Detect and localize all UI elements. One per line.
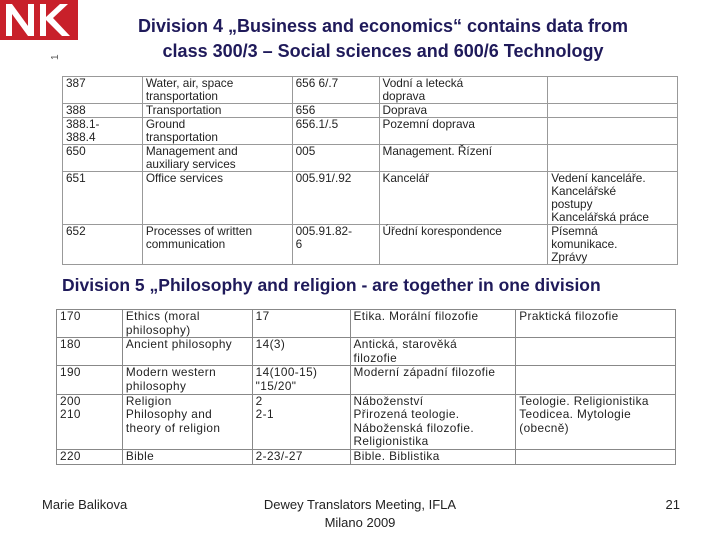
table-row — [63, 172, 678, 225]
table-row — [63, 225, 678, 265]
table-cell: 656.1/.5 — [292, 118, 379, 145]
table-cell: Pozemní doprava — [379, 118, 548, 145]
table-cell: 656 6/.7 — [292, 77, 379, 104]
table-cell: Náboženství Přirozená teologie. Náboženská filozofie. Religionistika — [350, 394, 516, 449]
table-cell: Bible — [122, 449, 252, 464]
table-row — [63, 145, 678, 172]
table-cell: Kancelář — [379, 172, 548, 225]
table-cell: Management and auxiliary services — [142, 145, 292, 172]
table-cell — [516, 366, 676, 394]
table-cell — [516, 449, 676, 464]
table-cell: Transportation — [142, 104, 292, 118]
nk-logo — [0, 0, 78, 40]
table-cell: Etika. Morální filozofie — [350, 310, 516, 338]
table-cell: 387 — [63, 77, 143, 104]
table-cell: Teologie. Religionistika Teodicea. Mytologie (obecně) — [516, 394, 676, 449]
table-cell — [548, 104, 678, 118]
table-row — [57, 449, 676, 464]
table-row — [57, 394, 676, 449]
table-cell: 14(3) — [252, 338, 350, 366]
table-cell: 656 — [292, 104, 379, 118]
footer-event-line-2: Milano 2009 — [324, 515, 396, 530]
title-line-1: Division 4 „Business and economics“ contains data from — [137, 16, 629, 36]
table-cell: Vodní a letecká doprava — [379, 77, 548, 104]
table-cell: 388.1- 388.4 — [63, 118, 143, 145]
table-cell: 14(100-15) "15/20" — [252, 366, 350, 394]
footer-event-line-1: Dewey Translators Meeting, IFLA — [263, 497, 457, 512]
table-cell: 220 — [57, 449, 123, 464]
table-cell: Ethics (moral philosophy) — [122, 310, 252, 338]
table-row — [63, 104, 678, 118]
table-cell: 652 — [63, 225, 143, 265]
table-cell: Bible. Biblistika — [350, 449, 516, 464]
table-cell: 180 — [57, 338, 123, 366]
page-number: 21 — [665, 497, 680, 512]
table-cell: Processes of written communication — [142, 225, 292, 265]
table-cell: Management. Řízení — [379, 145, 548, 172]
table-cell — [516, 338, 676, 366]
table-cell: Ground transportation — [142, 118, 292, 145]
table-cell: 2 2-1 — [252, 394, 350, 449]
table-cell: Doprava — [379, 104, 548, 118]
footer-event — [236, 496, 484, 532]
table-cell: Water, air, space transportation — [142, 77, 292, 104]
footer-author: Marie Balikova — [42, 497, 128, 512]
table-cell: Vedení kanceláře. Kancelářské postupy Kancelářská práce — [548, 172, 678, 225]
table-cell: Moderní západní filozofie — [350, 366, 516, 394]
table-cell: 190 — [57, 366, 123, 394]
table-cell: 005.91/.92 — [292, 172, 379, 225]
division-4-table — [62, 76, 678, 265]
table-row — [57, 338, 676, 366]
table-cell: Antická, starověká filozofie — [350, 338, 516, 366]
table-cell: Modern western philosophy — [122, 366, 252, 394]
table-cell: 2-23/-27 — [252, 449, 350, 464]
table-cell: Office services — [142, 172, 292, 225]
table-cell: 005.91.82- 6 — [292, 225, 379, 265]
slide-title — [90, 14, 676, 64]
table-cell — [548, 145, 678, 172]
division-5-heading: Division 5 „Philosophy and religion - are together in one division — [62, 275, 601, 295]
table-cell — [548, 118, 678, 145]
table-row — [57, 366, 676, 394]
table-cell: Ancient philosophy — [122, 338, 252, 366]
title-line-2: class 300/3 – Social sciences and 600/6 Technology — [162, 41, 604, 61]
table-cell: 650 — [63, 145, 143, 172]
table-cell: 005 — [292, 145, 379, 172]
table-cell: 17 — [252, 310, 350, 338]
table-cell: Religion Philosophy and theory of religion — [122, 394, 252, 449]
table-cell: 170 — [57, 310, 123, 338]
table-cell: 651 — [63, 172, 143, 225]
table-cell: Praktická filozofie — [516, 310, 676, 338]
table-cell: Písemná komunikace. Zprávy — [548, 225, 678, 265]
table-row — [57, 310, 676, 338]
scan-edge-mark: 1 — [50, 54, 61, 60]
table-cell: Úřední korespondence — [379, 225, 548, 265]
table-row — [63, 118, 678, 145]
table-row — [63, 77, 678, 104]
division-5-table — [56, 309, 676, 465]
table-cell: 388 — [63, 104, 143, 118]
table-cell — [548, 77, 678, 104]
table-cell: 200 210 — [57, 394, 123, 449]
